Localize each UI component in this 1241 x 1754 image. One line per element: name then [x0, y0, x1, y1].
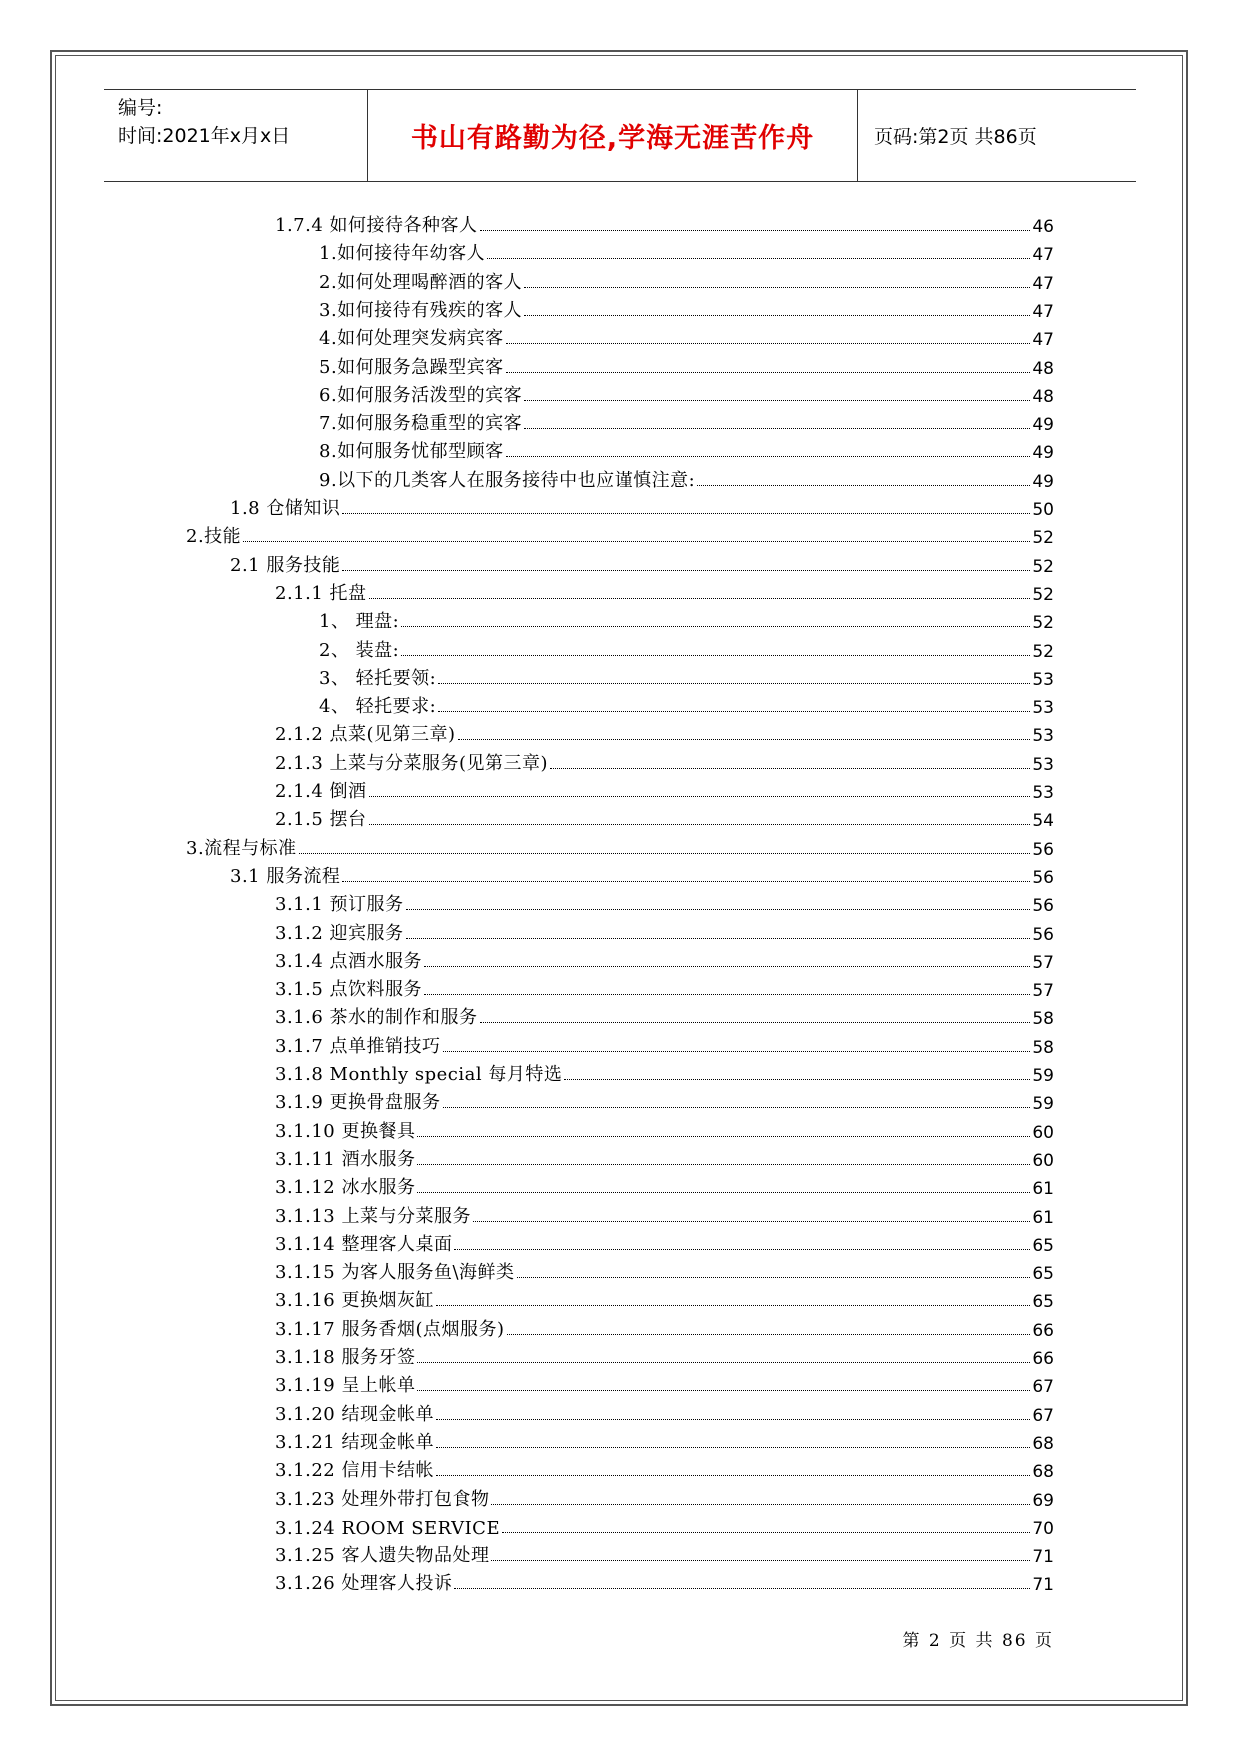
header-meta: [118, 94, 290, 150]
toc-entry-page: 56: [1032, 840, 1054, 860]
toc-entry[interactable]: [275, 805, 1054, 831]
toc-entry[interactable]: [275, 1117, 1054, 1143]
toc-entry-page: 70: [1032, 1519, 1054, 1539]
toc-entry-label: 3.1.19 呈上帐单: [275, 1375, 416, 1396]
toc-dot-leader: [299, 853, 1031, 854]
toc-entry-label: 6.如何服务活泼型的宾客: [319, 385, 523, 406]
toc-entry[interactable]: [275, 211, 1054, 237]
toc-dot-leader: [436, 1419, 1030, 1420]
toc-entry-page: 61: [1032, 1179, 1054, 1199]
toc-dot-leader: [480, 1022, 1031, 1023]
toc-entry[interactable]: [275, 1145, 1054, 1171]
toc-entry-label: 2.如何处理喝醉酒的客人: [319, 272, 523, 293]
toc-dot-leader: [491, 1560, 1030, 1561]
toc-dot-leader: [550, 768, 1030, 769]
toc-entry-label: 7.如何服务稳重型的宾客: [319, 413, 523, 434]
toc-entry-page: 47: [1032, 302, 1054, 322]
toc-entry[interactable]: [275, 1286, 1054, 1312]
toc-entry-label: 4、 轻托要求:: [319, 696, 437, 717]
toc-entry[interactable]: [275, 1003, 1054, 1029]
toc-entry-page: 52: [1032, 557, 1054, 577]
toc-dot-leader: [454, 1588, 1030, 1589]
toc-entry-page: 57: [1032, 981, 1054, 1001]
toc-entry-page: 60: [1032, 1123, 1054, 1143]
toc-dot-leader: [480, 230, 1031, 231]
page-footer: 第 2 页 共 86 页: [902, 1631, 1054, 1651]
toc-entry[interactable]: [319, 437, 1054, 463]
toc-entry-page: 60: [1032, 1151, 1054, 1171]
toc-entry[interactable]: [319, 239, 1054, 265]
toc-entry-label: 3.1.1 预订服务: [275, 894, 404, 915]
toc-entry-page: 66: [1032, 1349, 1054, 1369]
toc-entry-label: 3.1.11 酒水服务: [275, 1149, 416, 1170]
toc-dot-leader: [342, 881, 1030, 882]
toc-entry-page: 59: [1032, 1066, 1054, 1086]
toc-entry[interactable]: [319, 268, 1054, 294]
toc-entry-page: 53: [1032, 670, 1054, 690]
toc-entry-label: 1.8 仓储知识: [230, 498, 341, 519]
toc-entry-page: 53: [1032, 755, 1054, 775]
toc-dot-leader: [506, 343, 1031, 344]
toc-entry[interactable]: [275, 890, 1054, 916]
toc-entry[interactable]: [319, 409, 1054, 435]
toc-entry-label: 2.1.5 摆台: [275, 809, 367, 830]
toc-dot-leader: [417, 1136, 1030, 1137]
toc-entry-label: 2.技能: [186, 526, 242, 547]
toc-entry[interactable]: [275, 1060, 1054, 1086]
toc-entry-label: 3.1.9 更换骨盘服务: [275, 1092, 441, 1113]
toc-entry-page: 52: [1032, 613, 1054, 633]
toc-dot-leader: [401, 626, 1030, 627]
toc-entry-page: 61: [1032, 1208, 1054, 1228]
header-time-label: 时间:2021年x月x日: [118, 125, 291, 147]
toc-entry[interactable]: [275, 1513, 1054, 1539]
toc-dot-leader: [443, 1051, 1031, 1052]
toc-entry-label: 3.1.15 为客人服务鱼\海鲜类: [275, 1262, 515, 1283]
toc-entry[interactable]: [275, 579, 1054, 605]
toc-entry-label: 3.1.7 点单推销技巧: [275, 1036, 441, 1057]
toc-entry-page: 53: [1032, 783, 1054, 803]
toc-dot-leader: [243, 541, 1030, 542]
toc-entry-label: 1.7.4 如何接待各种客人: [275, 215, 478, 236]
toc-dot-leader: [507, 1334, 1031, 1335]
toc-entry-page: 58: [1032, 1009, 1054, 1029]
toc-dot-leader: [524, 428, 1030, 429]
toc-dot-leader: [443, 1107, 1031, 1108]
toc-entry[interactable]: [275, 1428, 1054, 1454]
toc-entry-label: 3.1.26 处理客人投诉: [275, 1573, 453, 1594]
toc-entry[interactable]: [275, 777, 1054, 803]
toc-entry-label: 3.1.4 点酒水服务: [275, 951, 423, 972]
toc-entry-page: 66: [1032, 1321, 1054, 1341]
toc-entry-label: 3.1.2 迎宾服务: [275, 923, 404, 944]
toc-dot-leader: [436, 1447, 1030, 1448]
toc-entry[interactable]: [275, 1569, 1054, 1595]
toc-entry-page: 52: [1032, 585, 1054, 605]
toc-entry-label: 3.如何接待有残疾的客人: [319, 300, 523, 321]
toc-entry-page: 49: [1032, 443, 1054, 463]
toc-entry[interactable]: [275, 919, 1054, 945]
toc-entry-label: 3.1.10 更换餐具: [275, 1121, 416, 1142]
toc-entry-page: 59: [1032, 1094, 1054, 1114]
toc-entry[interactable]: [319, 466, 1054, 492]
toc-entry-label: 2.1.1 托盘: [275, 583, 367, 604]
toc-dot-leader: [524, 400, 1030, 401]
toc-entry-page: 49: [1032, 415, 1054, 435]
toc-entry-label: 3.流程与标准: [186, 838, 297, 859]
toc-entry-page: 53: [1032, 726, 1054, 746]
toc-entry-label: 3.1.20 结现金帐单: [275, 1404, 434, 1425]
toc-entry-page: 48: [1032, 387, 1054, 407]
toc-entry-label: 2.1.4 倒酒: [275, 781, 367, 802]
toc-entry-label: 3.1.6 茶水的制作和服务: [275, 1007, 478, 1028]
toc-dot-leader: [417, 1362, 1030, 1363]
toc-dot-leader: [342, 570, 1030, 571]
toc-entry-label: 1.如何接待年幼客人: [319, 243, 486, 264]
toc-entry[interactable]: [275, 720, 1054, 746]
toc-dot-leader: [369, 796, 1031, 797]
toc-entry-label: 3.1.21 结现金帐单: [275, 1432, 434, 1453]
toc-entry-label: 3.1.8 Monthly special 每月特选: [275, 1064, 563, 1085]
toc-dot-leader: [424, 994, 1030, 995]
toc-entry[interactable]: [275, 1202, 1054, 1228]
toc-entry-label: 9.以下的几类客人在服务接待中也应谨慎注意:: [319, 470, 696, 491]
toc-entry-page: 71: [1032, 1547, 1054, 1567]
toc-dot-leader: [401, 655, 1030, 656]
toc-dot-leader: [491, 1504, 1030, 1505]
toc-entry[interactable]: [319, 381, 1054, 407]
toc-dot-leader: [369, 598, 1031, 599]
toc-entry-label: 3、 轻托要领:: [319, 668, 437, 689]
toc-entry[interactable]: [275, 1400, 1054, 1426]
toc-entry-label: 3.1.13 上菜与分菜服务: [275, 1206, 471, 1227]
toc-entry[interactable]: [230, 862, 1054, 888]
toc-entry-page: 68: [1032, 1434, 1054, 1454]
toc-entry-page: 52: [1032, 528, 1054, 548]
toc-entry[interactable]: [319, 324, 1054, 350]
header-number-label: 编号:: [118, 97, 163, 119]
toc-dot-leader: [473, 1221, 1030, 1222]
toc-entry-label: 2.1 服务技能: [230, 555, 341, 576]
toc-entry-page: 49: [1032, 472, 1054, 492]
toc-entry-label: 2.1.2 点菜(见第三章): [275, 724, 456, 745]
toc-dot-leader: [438, 711, 1030, 712]
toc-entry-page: 56: [1032, 896, 1054, 916]
toc-entry-page: 47: [1032, 274, 1054, 294]
toc-dot-leader: [406, 909, 1031, 910]
toc-entry-page: 67: [1032, 1377, 1054, 1397]
toc-entry-page: 69: [1032, 1491, 1054, 1511]
toc-entry-page: 65: [1032, 1292, 1054, 1312]
toc-entry-label: 3.1.5 点饮料服务: [275, 979, 423, 1000]
toc-entry[interactable]: [319, 353, 1054, 379]
toc-entry[interactable]: [275, 1032, 1054, 1058]
page-header: [104, 89, 1136, 182]
toc-entry-label: 3.1.17 服务香烟(点烟服务): [275, 1319, 505, 1340]
toc-entry[interactable]: [186, 522, 1054, 548]
toc-dot-leader: [524, 315, 1030, 316]
toc-entry[interactable]: [230, 551, 1054, 577]
toc-dot-leader: [342, 513, 1030, 514]
header-page-label: 页码:第2页 共86页: [874, 126, 1037, 148]
toc-entry[interactable]: [275, 1230, 1054, 1256]
toc-entry-label: 2、 装盘:: [319, 640, 400, 661]
toc-dot-leader: [417, 1390, 1030, 1391]
toc-entry[interactable]: [319, 664, 1054, 690]
toc-entry-label: 4.如何处理突发病宾客: [319, 328, 504, 349]
toc-entry[interactable]: [275, 947, 1054, 973]
toc-entry-label: 3.1 服务流程: [230, 866, 341, 887]
toc-entry[interactable]: [275, 1088, 1054, 1114]
toc-dot-leader: [454, 1249, 1030, 1250]
toc-entry-label: 1、 理盘:: [319, 611, 400, 632]
toc-entry-label: 3.1.23 处理外带打包食物: [275, 1489, 490, 1510]
toc-dot-leader: [524, 287, 1030, 288]
toc-entry-page: 48: [1032, 359, 1054, 379]
toc-dot-leader: [417, 1164, 1030, 1165]
toc-entry[interactable]: [319, 636, 1054, 662]
toc-entry-page: 56: [1032, 868, 1054, 888]
toc-entry-page: 68: [1032, 1462, 1054, 1482]
toc-entry[interactable]: [186, 834, 1054, 860]
toc-dot-leader: [487, 258, 1030, 259]
toc-entry-page: 47: [1032, 245, 1054, 265]
toc-entry-label: 3.1.22 信用卡结帐: [275, 1460, 434, 1481]
toc-entry-page: 50: [1032, 500, 1054, 520]
toc-entry[interactable]: [275, 1315, 1054, 1341]
toc-entry-label: 3.1.12 冰水服务: [275, 1177, 416, 1198]
toc-entry-label: 8.如何服务忧郁型顾客: [319, 441, 504, 462]
toc-dot-leader: [424, 966, 1030, 967]
toc-entry[interactable]: [275, 1541, 1054, 1567]
toc-dot-leader: [438, 683, 1030, 684]
toc-entry-label: 3.1.14 整理客人桌面: [275, 1234, 453, 1255]
toc-entry[interactable]: [319, 607, 1054, 633]
toc-dot-leader: [369, 824, 1031, 825]
toc-entry-label: 5.如何服务急躁型宾客: [319, 357, 504, 378]
toc-entry[interactable]: [319, 692, 1054, 718]
toc-entry-page: 65: [1032, 1264, 1054, 1284]
toc-entry-page: 54: [1032, 811, 1054, 831]
toc-dot-leader: [502, 1532, 1030, 1533]
toc-entry-label: 2.1.3 上菜与分菜服务(见第三章): [275, 753, 549, 774]
toc-dot-leader: [697, 485, 1030, 486]
toc-entry[interactable]: [275, 1258, 1054, 1284]
toc-entry[interactable]: [275, 1371, 1054, 1397]
toc-entry-page: 67: [1032, 1406, 1054, 1426]
toc-dot-leader: [517, 1277, 1031, 1278]
toc-entry-label: 3.1.18 服务牙签: [275, 1347, 416, 1368]
toc-dot-leader: [564, 1079, 1030, 1080]
toc-dot-leader: [436, 1475, 1030, 1476]
toc-dot-leader: [458, 739, 1031, 740]
toc-entry-page: 71: [1032, 1575, 1054, 1595]
toc-dot-leader: [506, 372, 1031, 373]
toc-entry[interactable]: [275, 1485, 1054, 1511]
toc-entry[interactable]: [319, 296, 1054, 322]
toc-entry[interactable]: [275, 1456, 1054, 1482]
toc-entry-label: 3.1.24 ROOM SERVICE: [275, 1518, 501, 1539]
toc-entry[interactable]: [275, 1343, 1054, 1369]
toc-entry[interactable]: [230, 494, 1054, 520]
toc-entry-page: 47: [1032, 330, 1054, 350]
toc-entry-page: 57: [1032, 953, 1054, 973]
toc-entry-page: 53: [1032, 698, 1054, 718]
toc-entry-page: 58: [1032, 1038, 1054, 1058]
toc-entry[interactable]: [275, 1173, 1054, 1199]
toc-entry-page: 52: [1032, 642, 1054, 662]
toc-dot-leader: [417, 1192, 1030, 1193]
toc-entry-label: 3.1.16 更换烟灰缸: [275, 1290, 434, 1311]
header-motto: 书山有路勤为径,学海无涯苦作舟: [410, 123, 815, 154]
toc-dot-leader: [406, 938, 1031, 939]
header-divider: [857, 90, 858, 181]
toc-dot-leader: [506, 456, 1031, 457]
toc-entry-page: 46: [1032, 217, 1054, 237]
toc-entry[interactable]: [275, 749, 1054, 775]
toc-entry-page: 65: [1032, 1236, 1054, 1256]
toc-dot-leader: [436, 1305, 1030, 1306]
toc-entry-page: 56: [1032, 925, 1054, 945]
toc-entry-label: 3.1.25 客人遗失物品处理: [275, 1545, 490, 1566]
toc-entry[interactable]: [275, 975, 1054, 1001]
